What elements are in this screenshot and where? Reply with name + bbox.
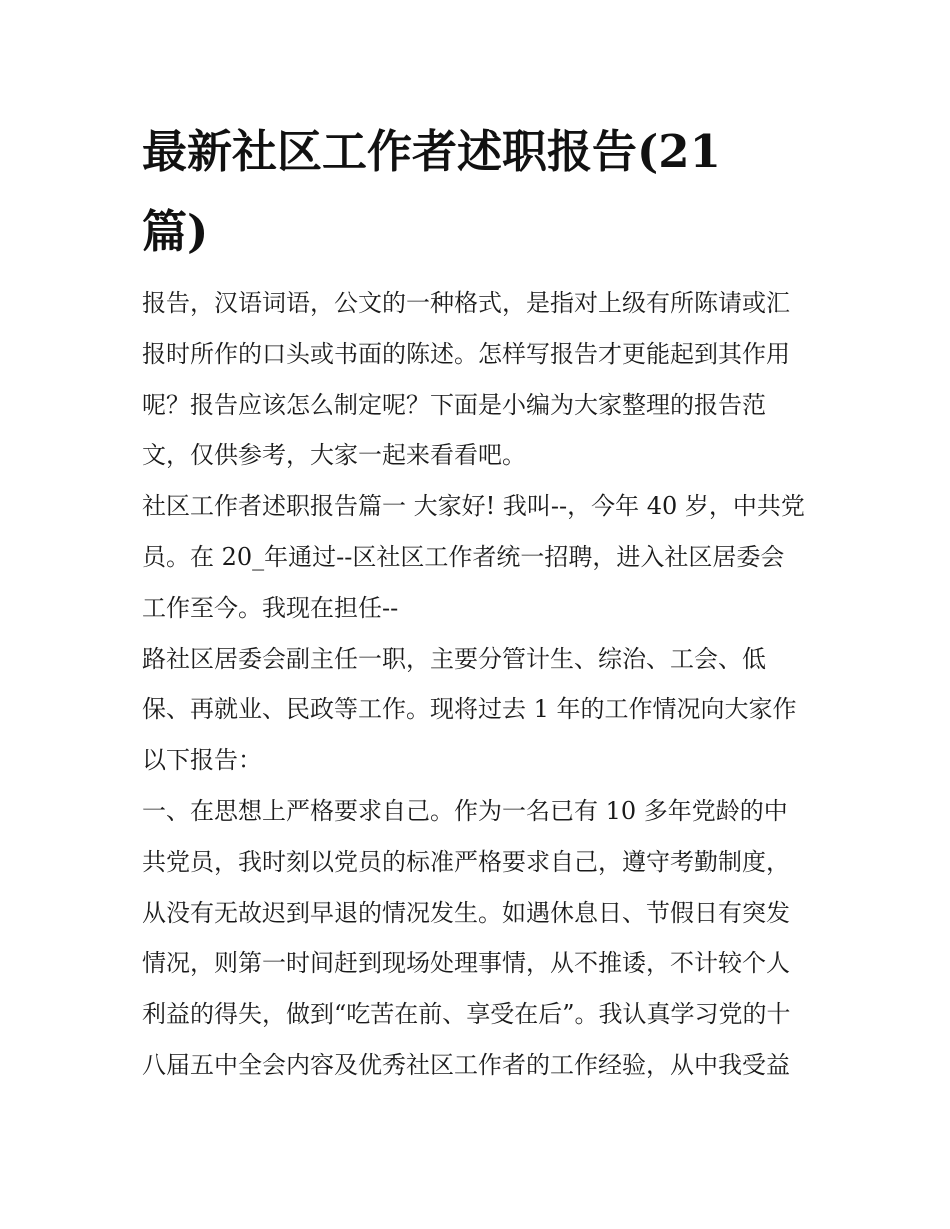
title-line-2: 篇) [142, 205, 209, 258]
body-line: 文，仅供参考，大家一起来看看吧。 [142, 441, 526, 470]
body-line: 八届五中全会内容及优秀社区工作者的工作经验，从中我受益 [142, 1050, 790, 1079]
body-line: 报告，汉语词语，公文的一种格式，是指对上级有所陈请或汇 [142, 289, 790, 317]
body-line: 情况，则第一时间赶到现场处理事情，从不推诿，不计较个人 [142, 949, 790, 978]
body-line: 保、再就业、民政等工作。现将过去 1 年的工作情况向大家作 [142, 695, 797, 724]
body-line: 呢？报告应该怎么制定呢？下面是小编为大家整理的报告范 [142, 390, 766, 419]
title-line-1: 最新社区工作者述职报告(21 [142, 125, 721, 178]
body-line: 以下报告： [142, 746, 262, 775]
document-body [142, 278, 822, 1091]
body-line: 社区工作者述职报告篇一 大家好! 我叫--，今年 40 岁，中共党 [142, 492, 805, 521]
body-line: 报时所作的口头或书面的陈述。怎样写报告才更能起到其作用 [142, 339, 790, 368]
document-title [142, 112, 822, 272]
body-line: 路社区居委会副主任一职，主要分管计生、综治、工会、低 [142, 644, 766, 673]
body-line: 利益的得失，做到“吃苦在前、享受在后”。我认真学习党的十 [142, 1000, 791, 1029]
body-line: 一、在思想上严格要求自己。作为一名已有 10 多年党龄的中 [142, 796, 788, 825]
body-line: 从没有无故迟到早退的情况发生。如遇休息日、节假日有突发 [142, 898, 790, 927]
body-line: 工作至今。我现在担任-- [142, 593, 399, 622]
body-line: 员。在 20_年通过--区社区工作者统一招聘，进入社区居委会 [142, 542, 785, 571]
body-line: 共党员，我时刻以党员的标准严格要求自己，遵守考勤制度， [142, 847, 790, 876]
